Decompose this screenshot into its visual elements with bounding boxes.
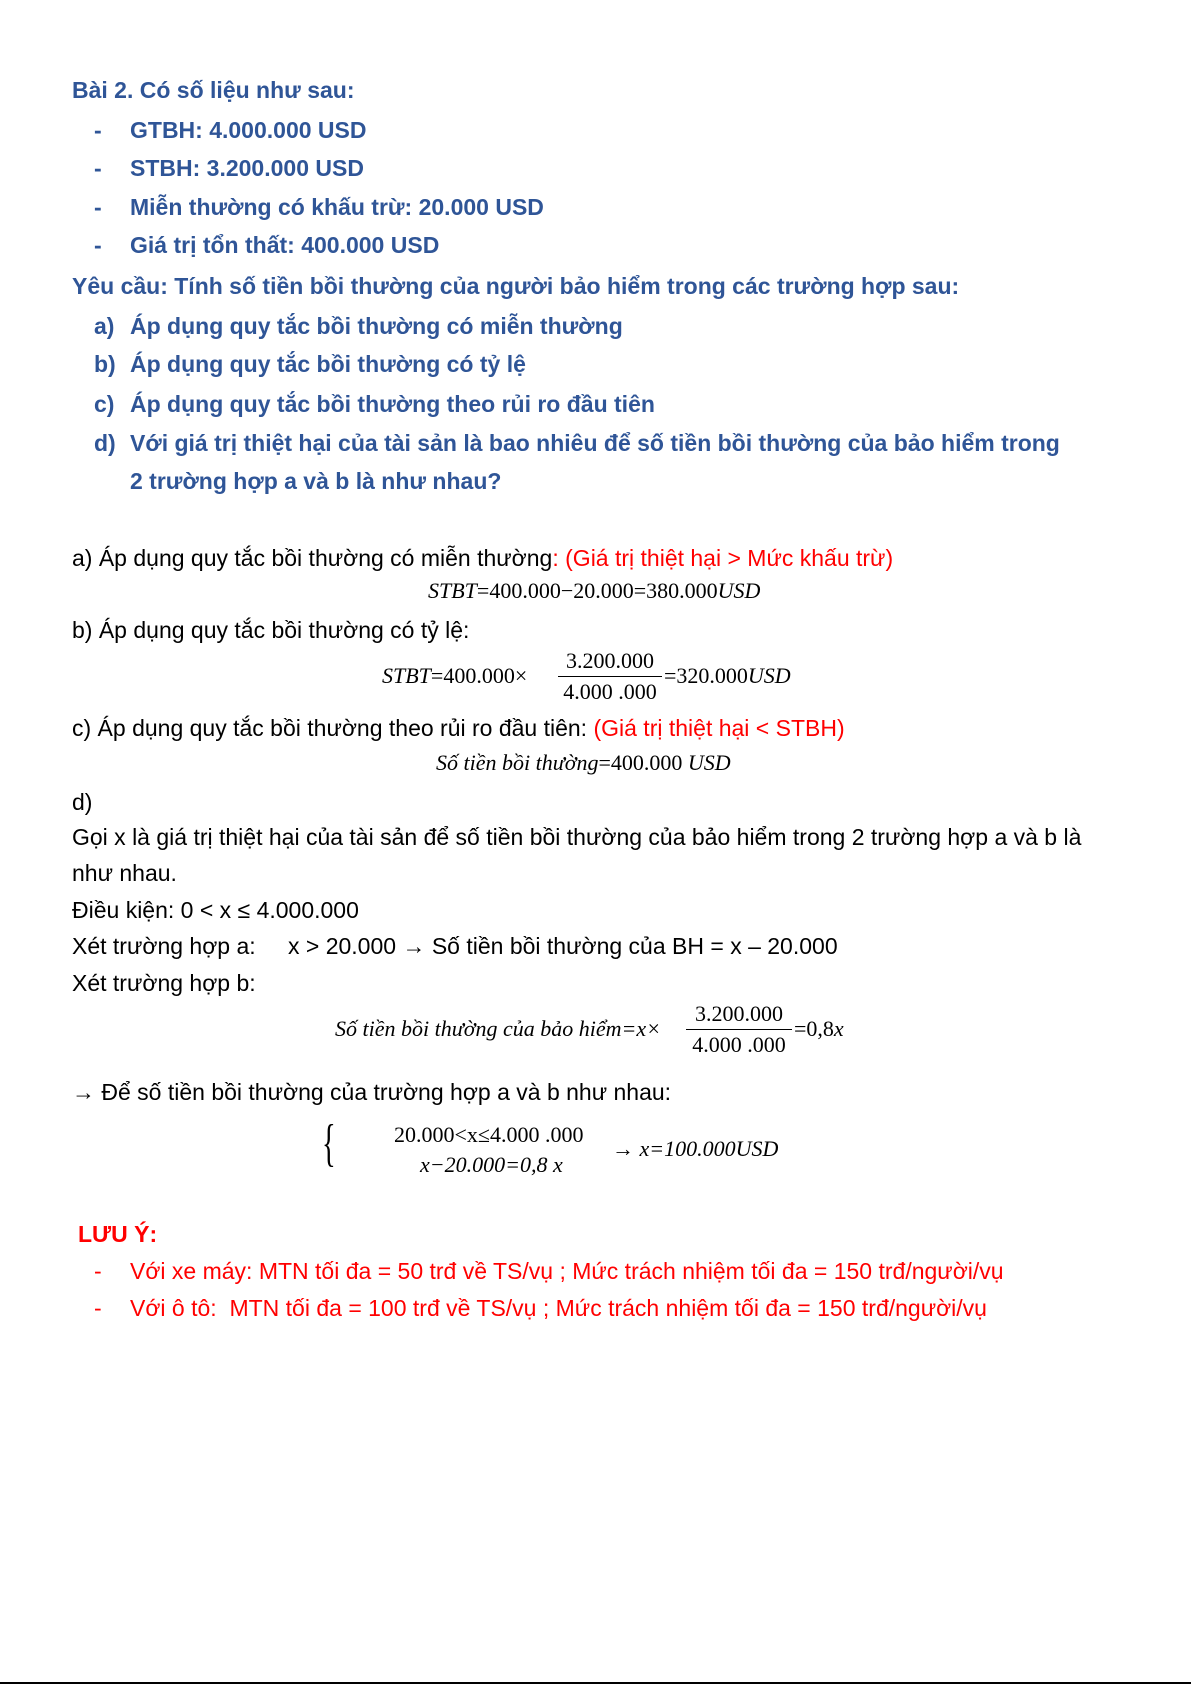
solution-d-label: d) — [72, 789, 93, 815]
requirement-text: Yêu cầu: Tính số tiền bồi thường của người bảo hiểm trong các trường hợp sau: — [72, 273, 960, 299]
note-item: Với ô tô: MTN tối đa = 100 trđ về TS/vụ ; Mức trách nhiệm tối đa = 150 trđ/người/vụ — [130, 1295, 987, 1321]
system-line2: x−20.000=0,8 x — [420, 1152, 563, 1177]
solution-c-note: (Giá trị thiệt hại < STBH) — [593, 715, 845, 741]
solution-a-note: : (Giá trị thiệt hại > Mức khấu trừ) — [552, 545, 894, 571]
question-label: a) — [94, 313, 115, 339]
system-line1: 20.000<x≤4.000 .000 — [394, 1122, 584, 1147]
bullet-dash: - — [94, 117, 102, 143]
question-text: Áp dụng quy tắc bồi thường có tỷ lệ — [130, 351, 526, 377]
formula-b-fraction — [558, 648, 662, 705]
fraction-numerator: 3.200.000 — [566, 648, 654, 673]
solution-d-line2: như nhau. — [72, 860, 177, 886]
data-item: Miễn thường có khấu trừ: 20.000 USD — [130, 194, 544, 220]
formula-d-fraction — [686, 1001, 792, 1058]
note-title: LƯU Ý: — [78, 1221, 158, 1247]
formula-d-right: =0,8x — [794, 1016, 844, 1041]
fraction-numerator: 3.200.000 — [695, 1001, 783, 1026]
data-item: STBH: 3.200.000 USD — [130, 155, 364, 181]
question-label: c) — [94, 391, 115, 417]
bullet-dash: - — [94, 194, 102, 220]
case-b-label: Xét trường hợp b: — [72, 970, 256, 996]
formula-d-left: Số tiền bồi thường của bảo hiểm=x× — [335, 1016, 661, 1041]
bullet-dash: - — [94, 1258, 102, 1284]
fraction-bar — [558, 676, 662, 677]
system-result: → x=100.000USD — [612, 1136, 779, 1161]
formula-b-right: =320.000USD — [664, 663, 791, 688]
page-bottom-rule — [0, 1682, 1191, 1684]
bullet-dash: - — [94, 155, 102, 181]
exercise-title: Bài 2. Có số liệu như sau: — [72, 77, 355, 103]
formula-c: Số tiền bồi thường=400.000 USD — [436, 750, 731, 775]
case-a-text: x > 20.000 → Số tiền bồi thường của BH = x – 20.000 — [288, 933, 838, 959]
fraction-denominator: 4.000 .000 — [563, 679, 657, 704]
fraction-bar — [686, 1029, 792, 1030]
solution-d-conclusion: → Để số tiền bồi thường của trường hợp a và b như nhau: — [72, 1079, 672, 1105]
data-item: Giá trị tổn thất: 400.000 USD — [130, 232, 440, 258]
case-a-label: Xét trường hợp a: — [72, 933, 256, 959]
note-item: Với xe máy: MTN tối đa = 50 trđ về TS/vụ ; Mức trách nhiệm tối đa = 150 trđ/người/vụ — [130, 1258, 1004, 1284]
formula-a: STBT=400.000−20.000=380.000USD — [428, 578, 761, 603]
solution-d-condition: Điều kiện: 0 < x ≤ 4.000.000 — [72, 897, 359, 923]
bullet-dash: - — [94, 1295, 102, 1321]
question-label: d) — [94, 430, 116, 456]
question-label: b) — [94, 351, 116, 377]
formula-b-left: STBT=400.000× — [382, 663, 528, 688]
solution-d-line1: Gọi x là giá trị thiệt hại của tài sản để số tiền bồi thường của bảo hiểm trong 2 trường hợp a và b là — [72, 824, 1082, 850]
solution-b-heading: b) Áp dụng quy tắc bồi thường có tỷ lệ: — [72, 617, 470, 643]
question-text-continued: 2 trường hợp a và b là như nhau? — [130, 468, 502, 494]
fraction-denominator: 4.000 .000 — [692, 1032, 786, 1057]
solution-c-heading: c) Áp dụng quy tắc bồi thường theo rủi ro đầu tiên: (Giá trị thiệt hại < STBH) — [72, 715, 845, 741]
system-brace: { — [322, 1115, 336, 1172]
question-text: Với giá trị thiệt hại của tài sản là bao nhiêu để số tiền bồi thường của bảo hiểm trong — [130, 430, 1060, 456]
solution-a-heading: a) Áp dụng quy tắc bồi thường có miễn thường: (Giá trị thiệt hại > Mức khấu trừ) — [72, 545, 894, 571]
bullet-dash: - — [94, 232, 102, 258]
question-text: Áp dụng quy tắc bồi thường có miễn thường — [130, 313, 623, 339]
data-item: GTBH: 4.000.000 USD — [130, 117, 367, 143]
question-text: Áp dụng quy tắc bồi thường theo rủi ro đầu tiên — [130, 391, 655, 417]
